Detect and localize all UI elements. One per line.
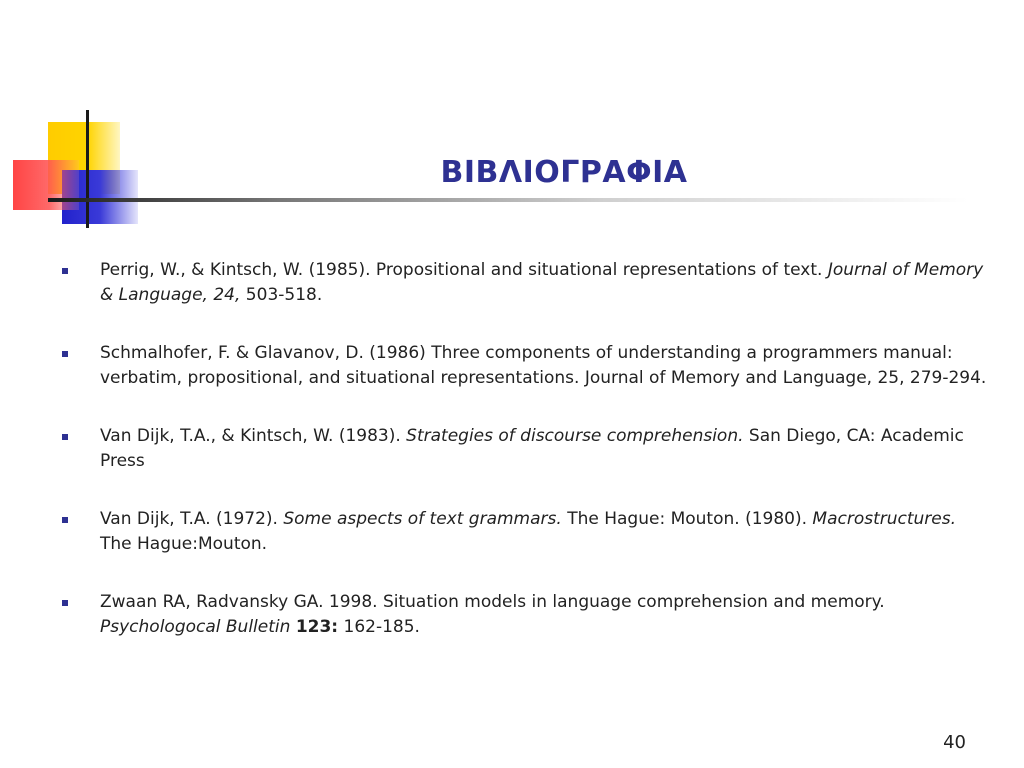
volume-number: 123: [295, 617, 339, 637]
slide-title: ΒΙΒΛΙΟΓΡΑΦΙΑ [440, 155, 688, 190]
book-title: Some aspects of text grammars. [283, 509, 562, 529]
reference-text: The Hague: Mouton. (1980). [561, 509, 813, 529]
square-bullet-icon [62, 268, 68, 274]
reference-text: Van Dijk, T.A., & Kintsch, W. (1983). [100, 426, 407, 446]
reference-item [62, 258, 987, 308]
reference-text: 503-518. [240, 285, 323, 305]
reference-text: Van Dijk, T.A. (1972). [100, 509, 284, 529]
reference-text: Perrig, W., & Kintsch, W. (1985). Propositional and situational representations of text. [100, 260, 828, 280]
book-title: Strategies of discourse comprehension. [406, 426, 744, 446]
reference-text: Schmalhofer, F. & Glavanov, D. (1986) Three components of understanding a programmers manual: verbatim, propositional, and situational representations. Journal of Memory and Language, 25, 279-294. [100, 343, 987, 388]
square-bullet-icon [62, 600, 68, 606]
square-bullet-icon [62, 517, 68, 523]
square-bullet-icon [62, 434, 68, 440]
title-underline-rule [48, 198, 968, 202]
reference-item [62, 507, 987, 557]
square-bullet-icon [62, 351, 68, 357]
journal-title: Journal of Memory & Language, 24, [100, 260, 984, 305]
reference-text: San Diego, CA: Academic Press [100, 426, 964, 471]
reference-item [62, 590, 987, 640]
journal-title: Psychologocal Bulletin [100, 617, 291, 637]
reference-item [62, 424, 987, 474]
reference-list [62, 258, 987, 673]
reference-text: Zwaan RA, Radvansky GA. 1998. Situation models in language comprehension and memory. [100, 592, 885, 612]
reference-item [62, 341, 987, 391]
page-number: 40 [943, 732, 966, 753]
reference-text: 162-185. [338, 617, 420, 637]
book-title: Macrostructures. [812, 509, 957, 529]
reference-text: The Hague:Mouton. [100, 534, 268, 554]
